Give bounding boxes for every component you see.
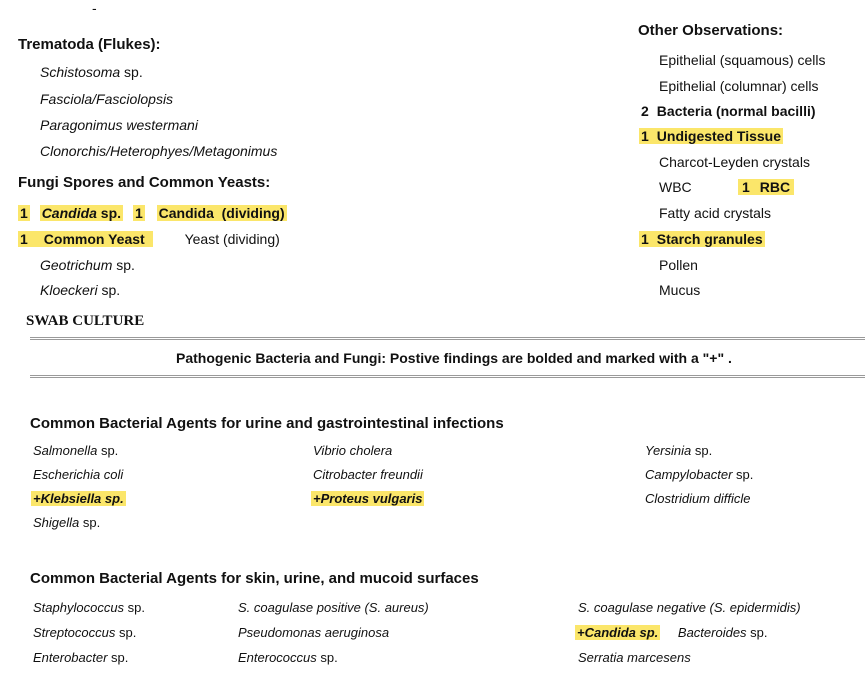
trematoda-heading: Trematoda (Flukes):: [18, 36, 161, 53]
item-mucus: Mucus: [659, 282, 701, 298]
count-rbc: 1: [738, 179, 752, 195]
rule-top: [30, 337, 865, 340]
item-proteus: +Proteus vulgaris: [313, 491, 423, 506]
swab-banner: Pathogenic Bacteria and Fungi: Postive findings are bolded and marked with a "+" .: [176, 350, 732, 366]
fungi-row-candida: [18, 205, 287, 221]
item-vibrio: Vibrio cholera: [313, 443, 393, 458]
swab-title: SWAB CULTURE: [26, 313, 145, 329]
other-heading: Other Observations:: [638, 22, 784, 39]
item-campylobacter: Campylobacter sp.: [645, 467, 754, 482]
item-serratia: Serratia marcesens: [578, 650, 691, 665]
item-clonorchis: Clonorchis/Heterophyes/Metagonimus: [40, 143, 278, 159]
label-candida: Candida sp.: [41, 205, 122, 221]
item-sepidermidis: S. coagulase negative (S. epidermidis): [578, 600, 801, 615]
gi-heading: Common Bacterial Agents for urine and gastrointestinal infections: [30, 415, 504, 432]
item-strep: Streptococcus sp.: [33, 625, 137, 640]
item-bacteroides: Bacteroides sp.: [677, 625, 768, 640]
item-enterococcus: Enterococcus sp.: [238, 650, 338, 665]
item-epi-columnar: Epithelial (columnar) cells: [659, 78, 819, 94]
item-fatty: Fatty acid crystals: [659, 205, 772, 221]
rule-bottom: [30, 375, 865, 378]
item-starch: 1 Starch granules: [641, 231, 763, 247]
item-ecoli: Escherichia coli: [33, 467, 124, 482]
count-candida-dividing: 1: [134, 205, 143, 221]
fungi-heading: Fungi Spores and Common Yeasts:: [18, 174, 271, 191]
count-undigested: 1: [641, 128, 649, 144]
item-wbc: WBC: [659, 179, 692, 195]
stray-mark: -: [92, 0, 97, 16]
item-yersinia: Yersinia sp.: [645, 443, 713, 458]
count-common-yeast: 1: [20, 231, 28, 247]
label-candida-dividing: Candida (dividing): [158, 205, 285, 221]
item-klebsiella: +Klebsiella sp.: [33, 491, 124, 506]
item-epi-squamous: Epithelial (squamous) cells: [659, 52, 826, 68]
item-enterobacter: Enterobacter sp.: [33, 650, 129, 665]
item-fasciola: Fasciola/Fasciolopsis: [40, 91, 174, 107]
count-starch: 1: [641, 231, 649, 247]
item-geotrichum: Geotrichum sp.: [40, 257, 135, 273]
item-salmonella: Salmonella sp.: [33, 443, 119, 458]
item-saureus: S. coagulase positive (S. aureus): [238, 600, 429, 615]
item-shigella: Shigella sp.: [33, 515, 101, 530]
item-bacteria: 2 Bacteria (normal bacilli): [641, 103, 816, 119]
item-staph: Staphylococcus sp.: [33, 600, 146, 615]
item-citrobacter: Citrobacter freundii: [313, 467, 423, 482]
item-paragonimus: Paragonimus westermani: [40, 117, 198, 133]
fungi-row-yeast: [18, 231, 280, 247]
item-kloeckeri: Kloeckeri sp.: [40, 282, 121, 298]
count-bacteria: 2: [641, 103, 649, 119]
item-pollen: Pollen: [659, 257, 698, 273]
item-pseudomonas: Pseudomonas aeruginosa: [238, 625, 390, 640]
label-common-yeast: Common Yeast: [30, 231, 153, 247]
item-schistosoma: Schistosoma sp.: [40, 64, 143, 80]
skin-heading: Common Bacterial Agents for skin, urine, and mucoid surfaces: [30, 570, 479, 587]
count-candida: 1: [20, 205, 28, 221]
item-clostridium: Clostridium difficle: [645, 491, 751, 506]
item-candida-swab: +Candida sp. Bacteroides sp.: [577, 625, 768, 640]
item-rbc: 1 RBC: [738, 179, 794, 195]
item-undigested: 1 Undigested Tissue: [641, 128, 782, 144]
item-charcot: Charcot-Leyden crystals: [659, 154, 810, 170]
label-yeast-dividing: Yeast (dividing): [184, 231, 280, 247]
